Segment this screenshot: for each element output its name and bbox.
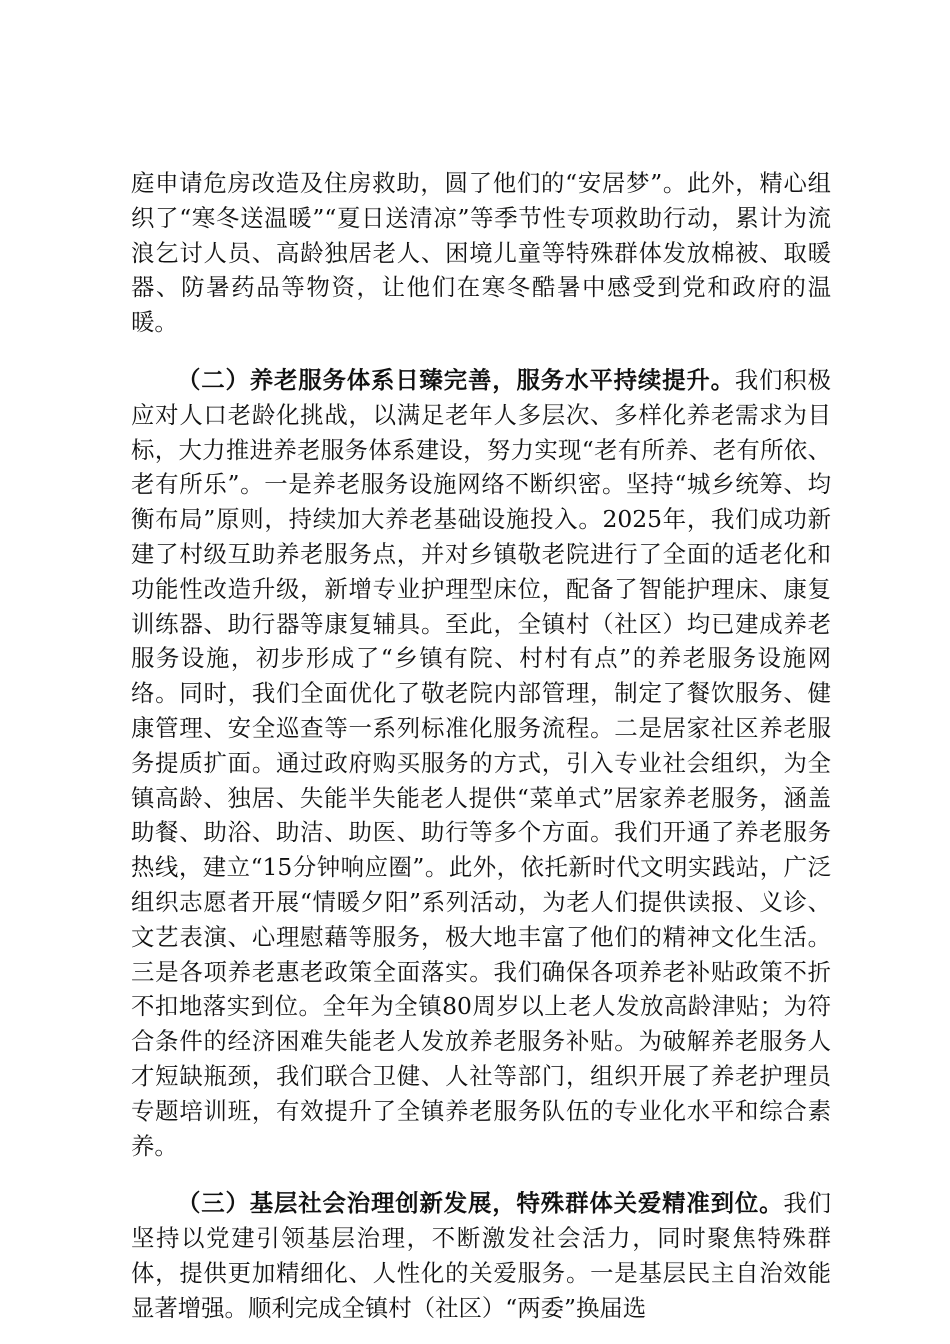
paragraph-grassroots-governance xyxy=(131,1186,831,1325)
paragraph-text: 我们积极应对人口老龄化挑战，以满足老年人多层次、多样化养老需求为目标，大力推进养老服务体系建设，努力实现“老有所养、老有所依、老有所乐”。一是养老服务设施网络不断织密。坚持“城乡统筹、均衡布局”原则，持续加大养老基础设施投入。2025年，我们成功新建了村级互助养老服务点，并对乡镇敬老院进行了全面的适老化和功能性改造升级，新增专业护理型床位，配备了智能护理床、康复训练器、助行器等康复辅具。至此，全镇村（社区）均已建成养老服务设施，初步形成了“乡镇有院、村村有点”的养老服务设施网络。同时，我们全面优化了敬老院内部管理，制定了餐饮服务、健康管理、安全巡查等一系列标准化服务流程。二是居家社区养老服务提质扩面。通过政府购买服务的方式，引入专业社会组织，为全镇高龄、独居、失能半失能老人提供“菜单式”居家养老服务，涵盖助餐、助浴、助洁、助医、助行等多个方面。我们开通了养老服务热线，建立“15分钟响应圈”。此外，依托新时代文明实践站，广泛组织志愿者开展“情暖夕阳”系列活动，为老人们提供读报、义诊、文艺表演、心理慰藉等服务，极大地丰富了他们的精神文化生活。三是各项养老惠老政策全面落实。我们确保各项养老补贴政策不折不扣地落实到位。全年为全镇80周岁以上老人发放高龄津贴；为符合条件的经济困难失能老人发放养老服务补贴。为破解养老服务人才短缺瓶颈，我们联合卫健、人社等部门，组织开展了养老护理员专题培训班，有效提升了全镇养老服务队伍的专业化水平和综合素养。 xyxy=(131,365,832,1160)
paragraph-text: 我们坚持以党建引领基层治理，不断激发社会活力，同时聚焦特殊群体，提供更加精细化、人性化的关爱服务。一是基层民主自治效能显著增强。顺利完成全镇村（社区）“两委”换届选 xyxy=(131,1189,832,1322)
document-body xyxy=(131,166,831,1326)
section-heading: （三）基层社会治理创新发展，特殊群体关爱精准到位。 xyxy=(177,1189,784,1218)
paragraph-intro xyxy=(131,166,831,340)
paragraph-text: 庭申请危房改造及住房救助，圆了他们的“安居梦”。此外，精心组织了“寒冬送温暖”“夏日送清凉”等季节性专项救助行动，累计为流浪乞讨人员、高龄独居老人、困境儿童等特殊群体发放棉被、取暖器、防暑药品等物资，让他们在寒冬酷暑中感受到党和政府的温暖。 xyxy=(131,169,831,337)
section-heading: （二）养老服务体系日臻完善，服务水平持续提升。 xyxy=(177,365,735,394)
paragraph-elderly-care xyxy=(131,363,831,1163)
